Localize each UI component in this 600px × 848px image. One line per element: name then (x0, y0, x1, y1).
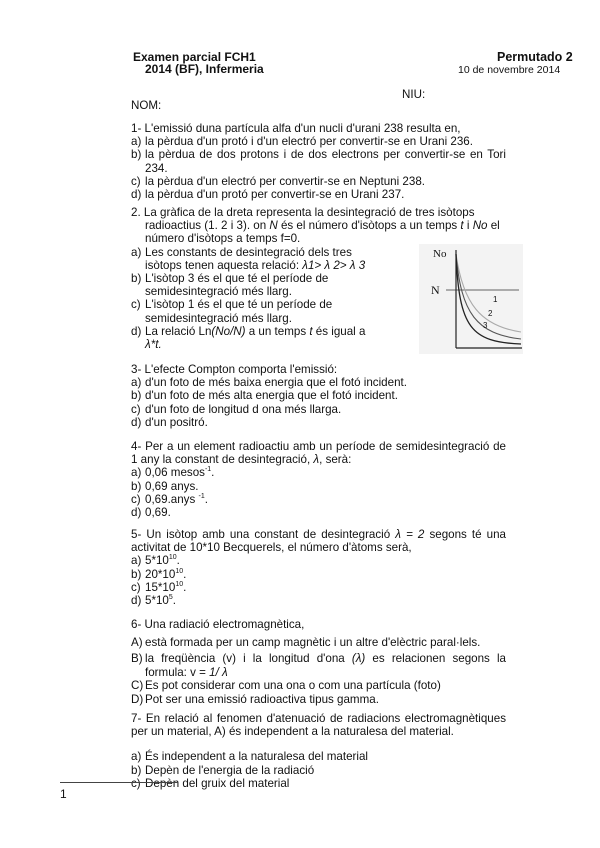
option-b: b) Depèn de l'energia de la radiació (131, 763, 315, 777)
option-a-line2: isòtops tenen aquesta relació: λ1> λ 2> λ 3 (145, 258, 366, 272)
no-axis-label: No (433, 248, 447, 260)
question-stem-line2: radioactius (1. 2 i 3). on N és el número d'isòtops a un temps t i No el (145, 219, 500, 233)
option-a: a) Les constants de desintegració dels tres (131, 245, 352, 259)
option-D: D) Pot ser una emissió radioactiva tipus gamma. (131, 692, 379, 706)
question-stem-line3: número d'isòtops a temps f=0. (145, 232, 301, 246)
option-b: b) 0,69 anys. (131, 479, 199, 493)
decay-graph (419, 244, 523, 354)
option-c: c) 0,69.anys $^{-1}$. (131, 492, 208, 506)
option-c: c) d'un foto de longitud d ona més llarga. (131, 402, 342, 416)
option-b: b) la pèrdua de dos protons i de dos electrons per convertir-se en Tori 234. (131, 148, 506, 175)
option-d-line2: λ*t. (145, 338, 162, 352)
option-C: C) Es pot considerar com una ona o com una partícula (foto) (131, 679, 441, 693)
option-b: b) $20*10^{10}$. (131, 567, 187, 581)
n-axis-label: N (431, 283, 440, 297)
option-a: a) És independent a la naturalesa del material (131, 750, 369, 764)
option-d: d) la pèrdua d'un protó per convertir-se en Urani 237. (131, 188, 405, 202)
question-stem-line1: 2. La gràfica de la dreta representa la desintegració de tres isòtops (131, 206, 475, 219)
question-7 (131, 712, 506, 790)
exam-title-line1: Examen parcial FCH1 (133, 50, 256, 64)
question-3 (131, 363, 506, 429)
question-stem: 1- L'emissió duna partícula alfa d'un nucli d'urani 238 resulta en, (131, 122, 461, 135)
option-c: c) L'isòtop 1 és el que té un període de (131, 298, 333, 312)
option-d: d) d'un positró. (131, 415, 208, 429)
curve-label-2: 2 (488, 309, 493, 318)
decay-curve-1 (456, 254, 521, 332)
curve-label-1: 1 (493, 295, 498, 304)
option-A: A) està formada per un camp magnètic i un altre d'elèctric paral·lels. (131, 635, 481, 649)
exam-title-line2: 2014 (BF), Infermeria (145, 62, 264, 76)
decay-graph-svg (419, 244, 523, 354)
exam-date: 10 de novembre 2014 (458, 64, 561, 76)
question-stem: 7- En relació al fenomen d'atenuació de radiacions electromagnètiques per un material, A) és independent a la naturalesa del material. (131, 712, 506, 739)
option-c: c) la pèrdua d'un electró per convertir-se en Neptuni 238. (131, 174, 425, 188)
question-1 (131, 122, 506, 201)
option-d: d) 0,69. (131, 506, 171, 520)
question-stem: 4- Per a un element radioactiu amb un període de semidesintegració de 1 any la constant de desintegració, λ, serà: (131, 440, 506, 467)
nom-label: NOM: (131, 99, 162, 112)
option-a: a) $5*10^{10}$. (131, 554, 180, 568)
question-6 (131, 618, 506, 707)
option-B: B) la freqüència (v) i la longitud d'ona (λ) es relacionen segons la formula: v = 1/ λ (131, 652, 506, 679)
option-d: d) La relació Ln(No/N) a un temps t és igual a (131, 324, 366, 338)
question-5 (131, 528, 506, 607)
footnote-rule (60, 782, 178, 783)
question-4 (131, 440, 506, 519)
question-stem: 3- L'efecte Compton comporta l'emissió: (131, 363, 338, 376)
option-a: a) la pèrdua d'un protó i d'un electró per convertir-se en Urani 236. (131, 135, 473, 149)
option-b: b) d'un foto de més alta energia que el fotó incident. (131, 389, 398, 403)
option-c: c) Depèn del gruix del material (131, 776, 290, 790)
page-number: 1 (60, 787, 67, 801)
option-a: a) 0,06 mesos$^{-1}$. (131, 466, 215, 480)
curve-label-3: 3 (483, 321, 488, 330)
exam-variant: Permutado 2 (497, 50, 573, 64)
option-b-line2: semidesintegració més llarg. (145, 285, 292, 299)
option-c: c) $15*10^{10}$. (131, 580, 187, 594)
question-stem: 5- Un isòtop amb una constant de desintegració λ = 2 segons té una activitat de 10*10 Becquerels, el número d'àtoms serà, (131, 528, 507, 555)
option-d: d) $5*10^5$. (131, 594, 176, 608)
decay-curve-2 (456, 254, 521, 339)
question-stem: 6- Una radiació electromagnètica, (131, 618, 305, 631)
niu-label: NIU: (402, 88, 426, 101)
option-c-line2: semidesintegració més llarg. (145, 311, 292, 325)
option-a: a) d'un foto de més baixa energia que el fotó incident. (131, 376, 407, 390)
option-b: b) L'isòtop 3 és el que té el període de (131, 272, 329, 286)
